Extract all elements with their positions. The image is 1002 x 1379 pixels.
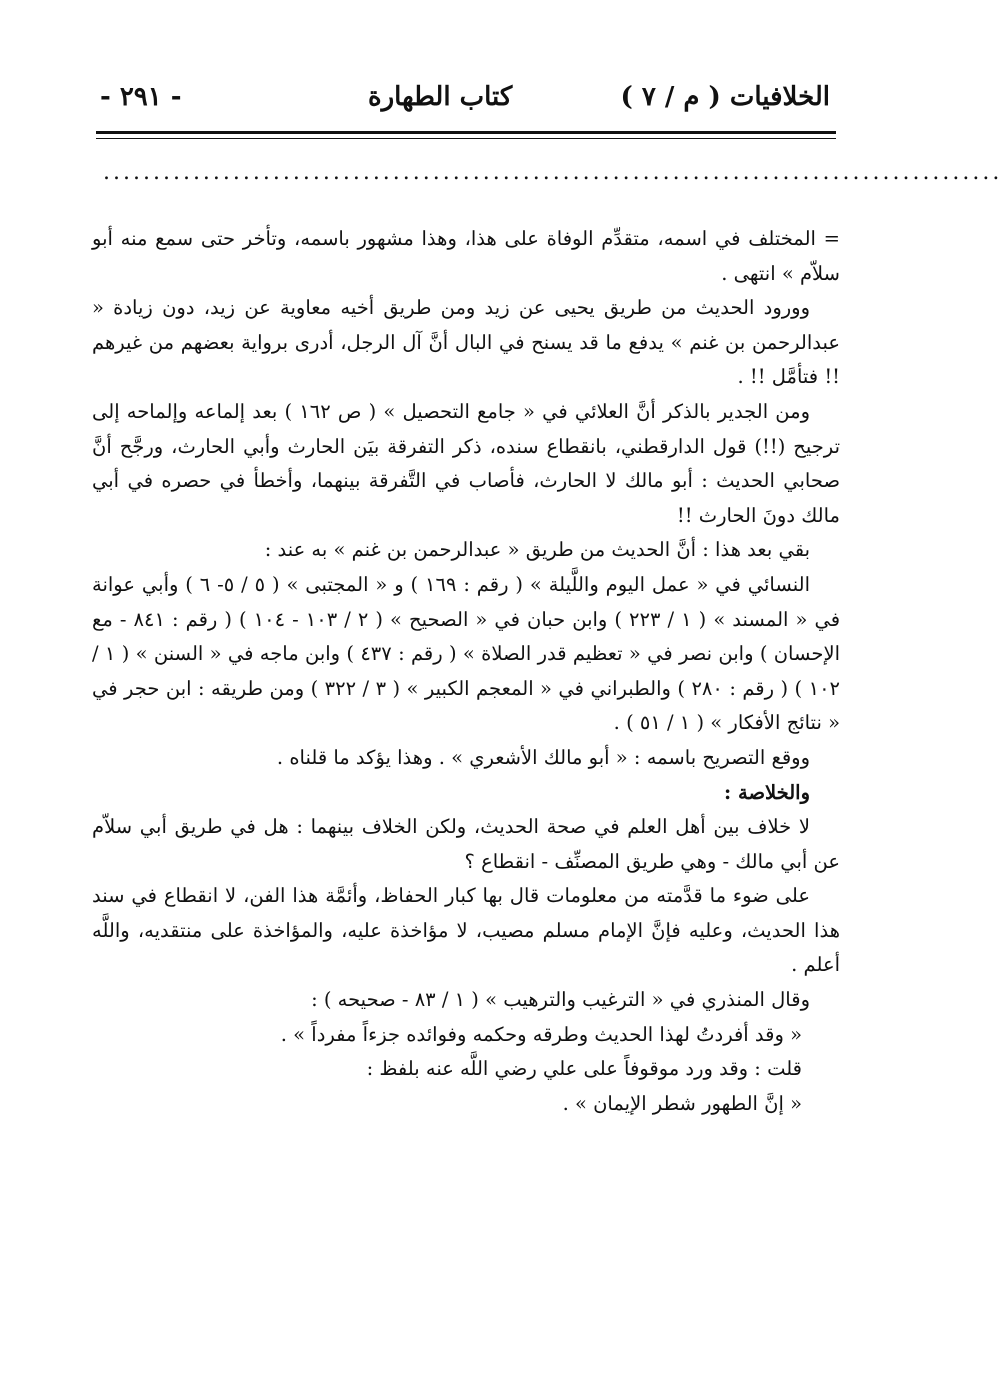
paragraph: وورود الحديث من طريق يحيى عن زيد ومن طريق أخيه معاوية عن زيد، دون زيادة « عبدالرحمن بن غنم » يدفع ما قد يسنح في البال أنَّ آل الرجل، أدرى برواية بعضهم من غيرهم !! فتأمَّل !! .	[92, 296, 840, 389]
paragraph: ووقع التصريح باسمه : « أبو مالك الأشعري » . وهذا يؤكد ما قلناه .	[276, 745, 810, 769]
quote-line: قلت : وقد ورد موقوفاً على علي رضي اللَّه عنه بلفظ :	[366, 1057, 802, 1081]
header-rule-thick	[96, 131, 836, 134]
paragraph-continuation: = المختلف في اسمه، متقدِّم الوفاة على هذا، وهذا مشهور باسمه، وتأخر حتى سمع منه أبو سلاّم » انتهى .	[92, 227, 840, 285]
main-text	[92, 222, 840, 1121]
quote-intro: وقال المنذري في « الترغيب والترهيب » ( ١ / ٨٣ - صحيحه ) :	[311, 988, 810, 1012]
conclusion-paragraph: على ضوء ما قدَّمته من معلومات قال بها كبار الحفاظ، وأئمَّة هذا الفن، لا انقطاع في سند هذا الحديث، وعليه فإنَّ الإمام مسلم مصيب، لا مؤاخذة عليه، والمؤاخذة على منتقديه، واللَّه أعلم .	[92, 884, 840, 977]
conclusion-heading: والخلاصة :	[724, 780, 810, 804]
running-title-chapter: كتاب الطهارة	[368, 82, 513, 112]
paragraph: ومن الجدير بالذكر أنَّ العلائي في « جامع التحصيل » ( ص ١٦٢ ) بعد إلماعه وإلماحه إلى ترجيح (!!) قول الدارقطني، بانقطاع سنده، ذكر التفرقة بيَن الحارث وأبي الحارث، ورجَّح أنَّ صحابي الحديث : أبو مالك لا الحارث، فأصاب في التَّفرقة بينهما، وأخطأ في حصره في أبي مالك دونَ الحارث !!	[92, 399, 840, 527]
page-number: - ٢٩١ -	[100, 82, 182, 112]
footnote-separator: ..........................................................................................	[103, 160, 1002, 185]
paragraph: بقي بعد هذا : أنَّ الحديث من طريق « عبدالرحمن بن غنم » به عند :	[264, 538, 810, 562]
quote-line: « إنَّ الطهور شطر الإيمان » .	[562, 1091, 802, 1115]
header-rule-thin	[96, 138, 836, 139]
quote-line: « وقد أفردتُ لهذا الحديث وطرقه وحكمه وفوائده جزءاً مفرداً » .	[280, 1022, 802, 1046]
running-title-book: الخلافيات ( م / ٧ )	[620, 82, 830, 112]
conclusion-paragraph: لا خلاف بين أهل العلم في صحة الحديث، ولكن الخلاف بينهما : هل في طريق أبي سلاّم عن أبي مالك - وهي طريق المصنِّف - انقطاع ؟	[92, 815, 840, 873]
paragraph-sources: النسائي في « عمل اليوم واللَّيلة » ( رقم : ١٦٩ ) و « المجتبى » ( ٥ / ٥- ٦ ) وأبي عوانة في « المسند » ( ١ / ٢٢٣ ) وابن حبان في « الصحيح » ( ٢ / ١٠٣ - ١٠٤ ) ( رقم : ٨٤١ - مع الإحسان ) وابن نصر في « تعظيم قدر الصلاة » ( رقم : ٤٣٧ ) وابن ماجه في « السنن » ( ١ / ١٠٢ ) ( رقم : ٢٨٠ ) والطبراني في « المعجم الكبير » ( ٣ / ٣٢٢ ) ومن طريقه : ابن حجر في « نتائج الأفكار » ( ١ / ٥١ ) .	[92, 572, 841, 735]
page-header	[100, 76, 830, 126]
